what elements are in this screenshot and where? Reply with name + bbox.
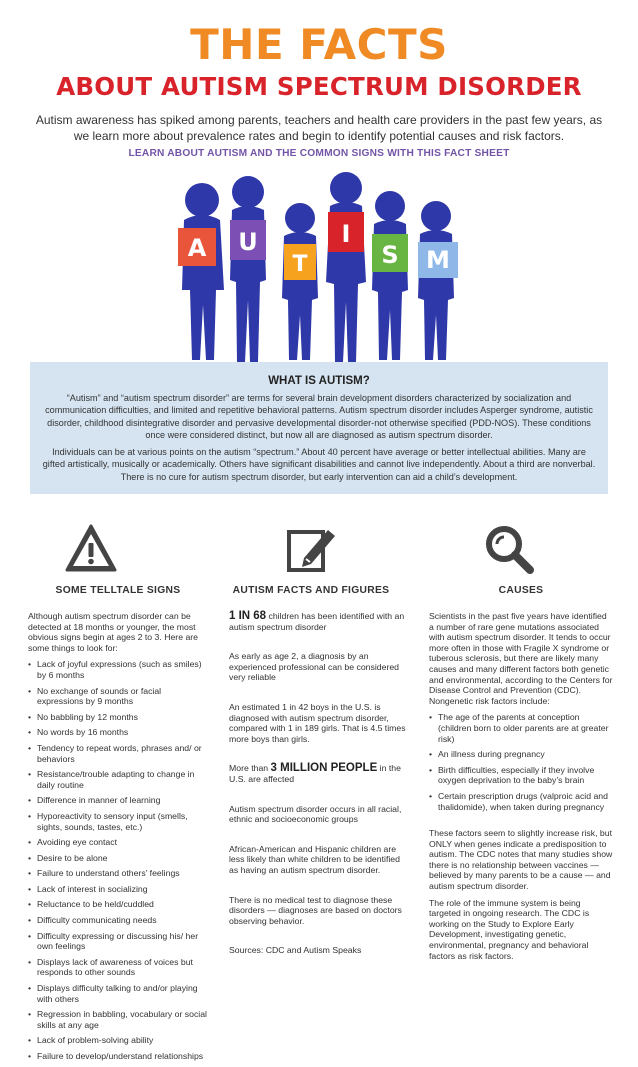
letter-s: S bbox=[381, 241, 399, 269]
fact-7: There is no medical test to diagnose these disorders — diagnoses are based on doctors observing behavior. bbox=[229, 894, 402, 926]
list-item: • Reluctance to be held/cuddled bbox=[28, 899, 208, 910]
signs-list bbox=[28, 659, 208, 1061]
list-item: • Displays lack of awareness of voices but responds to other sounds bbox=[28, 957, 208, 978]
signs-heading: SOME TELLTALE SIGNS bbox=[55, 585, 181, 596]
letter-a: A bbox=[187, 234, 207, 262]
causes-heading: CAUSES bbox=[498, 585, 544, 596]
list-item: • Difference in manner of learning bbox=[28, 795, 208, 806]
what-is-autism-title: WHAT IS AUTISM? bbox=[268, 375, 370, 387]
warning-icon bbox=[64, 522, 118, 576]
list-item: • The age of the parents at conception (children born to older parents are at greater risk) bbox=[429, 712, 613, 744]
list-item: • Lack of interest in socializing bbox=[28, 884, 208, 895]
fact-2: As early as age 2, a diagnosis by an experienced professional can be considered very reliable bbox=[229, 651, 400, 683]
list-item: • Lack of problem-solving ability bbox=[28, 1035, 208, 1046]
learn-link: LEARN ABOUT AUTISM AND THE COMMON SIGNS WITH THIS FACT SHEET bbox=[128, 148, 510, 159]
fact-3: An estimated 1 in 42 boys in the U.S. is diagnosed with autism spectrum disorder, compared with 1 in 189 girls. That is 4.5 times more boys than girls. bbox=[229, 701, 406, 744]
list-item: • Difficulty communicating needs bbox=[28, 915, 208, 926]
what-is-autism-paragraph-1: “Autism” and “autism spectrum disorder” are terms for several brain development disorders characterized by socialization and communication difficulties, and limited and repetitive behavioral patterns. Autism spectrum disorder includes Asperger syndrome, autistic disorder, childhood disintegrative disorder and pervasive developmental disorder-not otherwise specified (PDD-NOS). These conditions once were considered distinct, but now all are diagnosed as autism spectrum disorder. bbox=[45, 393, 593, 441]
list-item: • Regression in babbling, vocabulary or social skills at any age bbox=[28, 1009, 208, 1030]
fact-4-text: in the U.S. are affected bbox=[229, 763, 401, 784]
signs-column bbox=[28, 611, 208, 1067]
list-item: • Failure to understand others’ feelings bbox=[28, 868, 208, 879]
fact-4-highlight: 3 MILLION PEOPLE bbox=[270, 762, 378, 775]
list-item: • Resistance/trouble adapting to change in daily routine bbox=[28, 769, 208, 790]
list-item: • Certain prescription drugs (valproic acid and thalidomide), when taken during pregnancy bbox=[429, 791, 613, 812]
what-is-autism-paragraph-2: Individuals can be at various points on the autism “spectrum.” About 40 percent have average or better intellectual abilities. Many are gifted artistically, musically or academically. Others have significant disabilities and cannot live independently. About a third are nonverbal. There is no cure for autism spectrum disorder, but early intervention can aid a child’s development. bbox=[42, 447, 596, 482]
letter-i: I bbox=[341, 220, 351, 248]
page-subtitle: ABOUT AUTISM SPECTRUM DISORDER bbox=[56, 72, 582, 101]
letter-u: U bbox=[238, 228, 258, 256]
sources: Sources: CDC and Autism Speaks bbox=[229, 945, 362, 956]
facts-heading: AUTISM FACTS AND FIGURES bbox=[232, 585, 390, 596]
facts-column bbox=[229, 611, 409, 975]
edit-note-icon bbox=[284, 522, 338, 576]
list-item: • Avoiding eye contact bbox=[28, 837, 208, 848]
signs-intro: Although autism spectrum disorder can be detected at 18 months or younger, the most obvious signs begin at ages 2 to 3. Here are some things to look for: bbox=[28, 611, 198, 653]
causes-paragraph-3: These factors seem to slightly increase risk, but ONLY when genes indicate a predisposition to autism. The CDC notes that many studies show there is no relationship between vaccines — believed by many parents to be a cause — and autism spectrum disorder. bbox=[429, 828, 613, 892]
causes-column bbox=[429, 611, 613, 967]
list-item: • Hyporeactivity to sensory input (smells, sights, sounds, tastes, etc.) bbox=[28, 811, 208, 832]
list-item: • Desire to be alone bbox=[28, 853, 208, 864]
causes-list bbox=[429, 712, 613, 812]
fact-1 bbox=[229, 611, 409, 632]
fact-4-prefix: More than bbox=[229, 763, 271, 774]
list-item: • Lack of joyful expressions (such as smiles) by 6 months bbox=[28, 659, 208, 680]
magnifier-icon bbox=[482, 522, 536, 576]
causes-paragraph-1: Scientists in the past five years have identified a number of rare gene mutations associated with autism spectrum disorder. It tends to occur more often in those with Fragile X syndrome or tuberous sclerosis, but there are likely many causes and many different factors both genetic and environmental, according to the Centers for Disease Control and Prevention (CDC). Nongenetic risk factors include: bbox=[429, 611, 613, 706]
letter-t: T bbox=[292, 252, 308, 277]
list-item: • Tendency to repeat words, phrases and/ or behaviors bbox=[28, 743, 208, 764]
list-item: • Displays difficulty talking to and/or playing with others bbox=[28, 983, 208, 1004]
list-item: • No exchange of sounds or facial expressions by 9 months bbox=[28, 686, 208, 707]
list-item: • No words by 16 months bbox=[28, 727, 208, 738]
fact-6: African-American and Hispanic children are less likely than white children to be identified as having an autism spectrum disorder. bbox=[229, 843, 400, 875]
page-title: THE FACTS bbox=[190, 20, 448, 69]
letter-m: M bbox=[426, 246, 450, 274]
list-item: • An illness during pregnancy bbox=[429, 749, 613, 760]
children-illustration bbox=[150, 170, 490, 370]
list-item: • No babbling by 12 months bbox=[28, 712, 208, 723]
list-item: • Birth difficulties, especially if they involve oxygen deprivation to the baby’s brain bbox=[429, 765, 613, 786]
intro-text: Autism awareness has spiked among parents, teachers and health care providers in the past few years, as we learn more about prevalence rates and begin to identify potential causes and risk factors. bbox=[35, 113, 603, 143]
list-item: • Difficulty expressing or discussing his/ her own feelings bbox=[28, 931, 208, 952]
list-item: • Failure to develop/understand relationships bbox=[28, 1051, 208, 1062]
causes-paragraph-4: The role of the immune system is being targeted in ongoing research. The CDC is working on the Study to Explore Early Development, investigating genetic, environmental, pregnancy and behavioral factors as risk factors. bbox=[429, 897, 590, 961]
fact-5: Autism spectrum disorder occurs in all racial, ethnic and socioeconomic groups bbox=[229, 803, 402, 825]
children-silhouettes bbox=[182, 172, 454, 362]
fact-1-highlight: 1 IN 68 bbox=[229, 610, 267, 622]
fact-1-text: children has been identified with an autism spectrum disorder bbox=[229, 611, 405, 632]
fact-4 bbox=[229, 763, 409, 784]
